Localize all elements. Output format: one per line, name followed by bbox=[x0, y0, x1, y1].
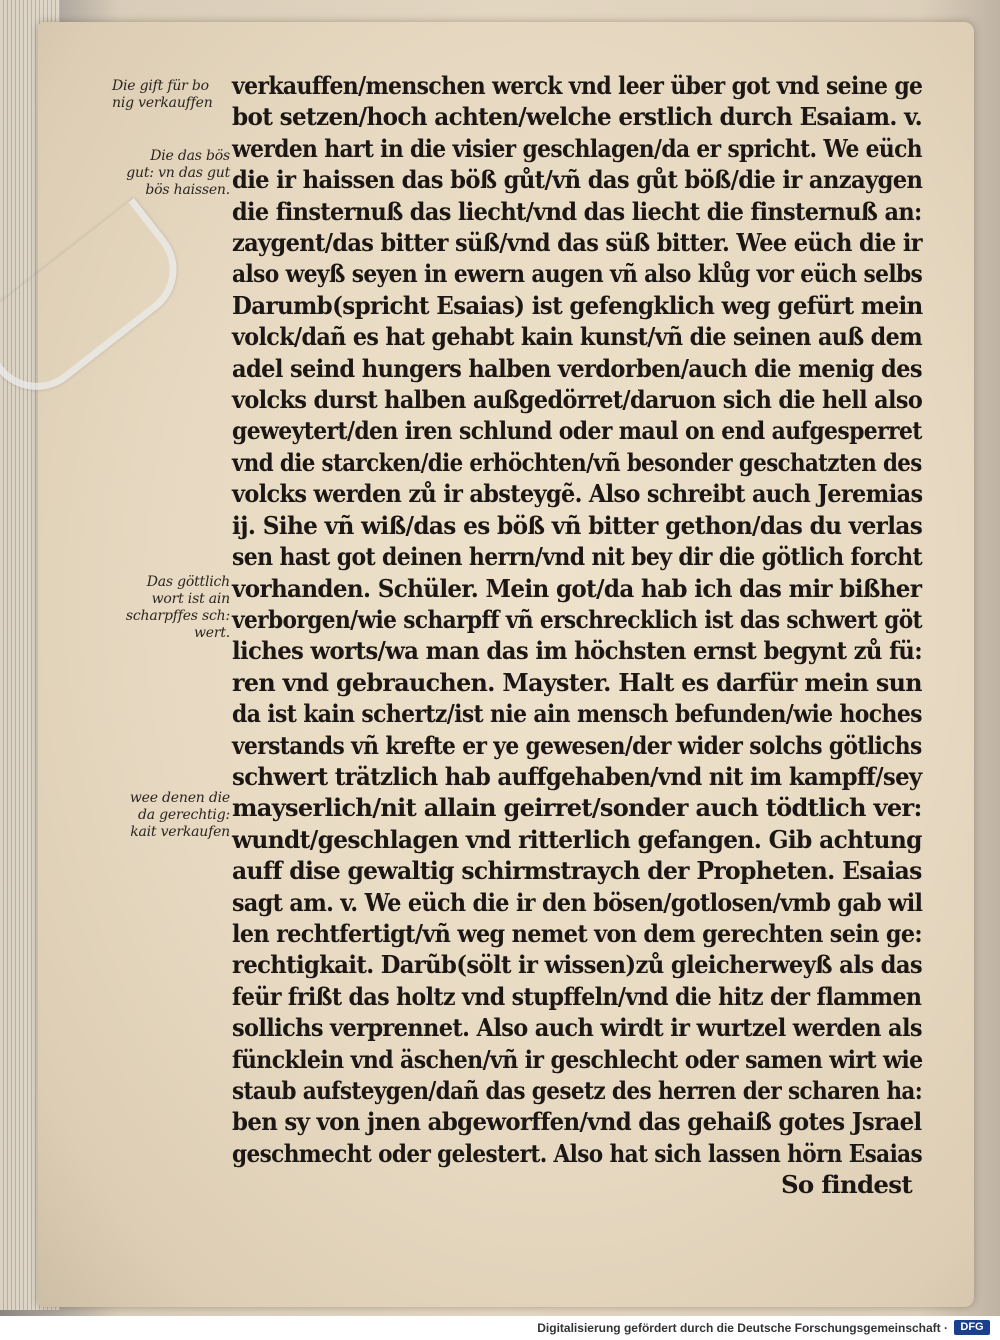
main-text-block bbox=[232, 70, 922, 1201]
text-line: volcks werden zů ir absteygẽ. Also schreibt auch Jeremias bbox=[232, 479, 923, 509]
margin-note-line: bös haissen. bbox=[145, 182, 230, 198]
text-line: geschmecht oder gelestert. Also hat sich lassen hörn Esaias bbox=[232, 1138, 923, 1168]
margin-note-4 bbox=[70, 790, 230, 841]
text-line: volcks durst halben außgedörret/daruon sich die hell also bbox=[232, 385, 923, 415]
margin-note-line: wort ist ain bbox=[151, 591, 230, 607]
margin-note-1 bbox=[112, 78, 252, 112]
dfg-logo-icon: DFG bbox=[954, 1320, 990, 1335]
text-line: len rechtfertigt/vñ weg nemet von dem gerechten sein ge: bbox=[232, 918, 922, 948]
margin-note-line: nig verkauffen bbox=[112, 95, 213, 111]
text-line: vnd die starcken/die erhöchten/vñ besonder geschatzten des bbox=[232, 447, 922, 477]
margin-note-line: gut: vn das gut bbox=[126, 165, 230, 181]
footer-credit-text: Digitalisierung gefördert durch die Deutsche Forschungsgemeinschaft · bbox=[537, 1321, 948, 1335]
catchword: So findest bbox=[780, 1170, 912, 1200]
margin-note-2 bbox=[70, 148, 230, 199]
margin-note-3 bbox=[70, 574, 230, 642]
text-line: werden hart in die visier geschlagen/da er spricht. We eüch bbox=[232, 133, 922, 163]
text-line: liches worts/wa man das im höchsten ernst begynt zů fü: bbox=[232, 636, 923, 666]
text-line: auff dise gewaltig schirmstraych der Propheten. Esaias bbox=[232, 856, 922, 886]
text-line: geweytert/den iren schlund oder maul on end aufgesperret bbox=[232, 416, 922, 446]
text-line: die ir haissen das böß gůt/vñ das gůt böß/die ir anzaygen bbox=[232, 165, 923, 195]
margin-note-line: wert. bbox=[193, 625, 230, 641]
text-line: verstands vñ krefte er ye gewesen/der wider solchs götlichs bbox=[232, 730, 922, 760]
margin-note-line: da gerechtig: bbox=[137, 807, 230, 823]
margin-note-line: Die gift für bo bbox=[112, 78, 209, 94]
margin-note-line: Die das bös bbox=[150, 148, 230, 164]
text-line: also weyß seyen in ewern augen vñ also klůg vor eüch selbs bbox=[232, 259, 923, 289]
text-line: die finsternuß das liecht/vnd das liecht die finsternuß an: bbox=[232, 196, 922, 226]
text-line: sagt am. v. We eüch die ir den bösen/gotlosen/vmb gab wil bbox=[232, 887, 923, 917]
text-line: bot setzen/hoch achten/welche erstlich durch Esaiam. v. bbox=[232, 102, 922, 132]
text-line: schwert trätzlich hab auffgehaben/vnd nit im kampff/sey bbox=[232, 761, 922, 791]
text-line: verborgen/wie scharpff vñ erschrecklich ist das schwert göt bbox=[232, 604, 922, 634]
text-line: da ist kain schertz/ist nie ain mensch befunden/wie hoches bbox=[232, 699, 922, 729]
margin-note-line: scharpffes sch: bbox=[125, 608, 230, 624]
text-line: füncklein vnd äschen/vñ ir geschlecht oder samen wirt wie bbox=[232, 1044, 923, 1074]
margin-note-line: kait verkaufen bbox=[130, 824, 230, 840]
text-line: vorhanden. Schüler. Mein got/da hab ich das mir bißher bbox=[232, 573, 922, 603]
text-line: ben sy von jnen abgeworffen/vnd das gehaiß gotes Jsrael bbox=[232, 1107, 922, 1137]
text-line: zaygent/das bitter süß/vnd das süß bitter. Wee eüch die ir bbox=[232, 228, 923, 258]
text-line: feür frißt das holtz vnd stupffeln/vnd die hitz der flammen bbox=[232, 981, 922, 1011]
text-line: mayserlich/nit allain geirret/sonder auch tödtlich ver: bbox=[232, 793, 922, 823]
text-line: ij. Sihe vñ wiß/das es böß vñ bitter gethon/das du verlas bbox=[232, 510, 923, 540]
margin-note-line: Das göttlich bbox=[146, 574, 230, 590]
text-line: Darumb(spricht Esaias) ist gefengklich weg gefürt mein bbox=[232, 290, 923, 320]
text-line: adel seind hungers halben verdorben/auch die menig des bbox=[232, 353, 922, 383]
margin-note-line: wee denen die bbox=[129, 790, 230, 806]
text-line: sollichs verprennet. Also auch wirdt ir wurtzel werden als bbox=[232, 1013, 922, 1043]
text-line: sen hast got deinen herrn/vnd nit bey dir die götlich forcht bbox=[232, 542, 922, 572]
digitization-footer bbox=[0, 1316, 1000, 1340]
text-line: ren vnd gebrauchen. Mayster. Halt es darfür mein sun bbox=[232, 667, 922, 697]
text-line: verkauffen/menschen werck vnd leer über got vnd seine ge bbox=[232, 71, 923, 100]
margin-notes bbox=[70, 60, 230, 1260]
text-line: volck/dañ es hat gehabt kain kunst/vñ die seinen auß dem bbox=[232, 322, 922, 352]
text-line: wundt/geschlagen vnd ritterlich gefangen. Gib achtung bbox=[232, 824, 922, 854]
text-line: staub aufsteygen/dañ das gesetz des herren der scharen ha: bbox=[232, 1076, 923, 1105]
text-line: rechtigkait. Darũb(sölt ir wissen)zů gleicherweyß als das bbox=[232, 950, 923, 980]
